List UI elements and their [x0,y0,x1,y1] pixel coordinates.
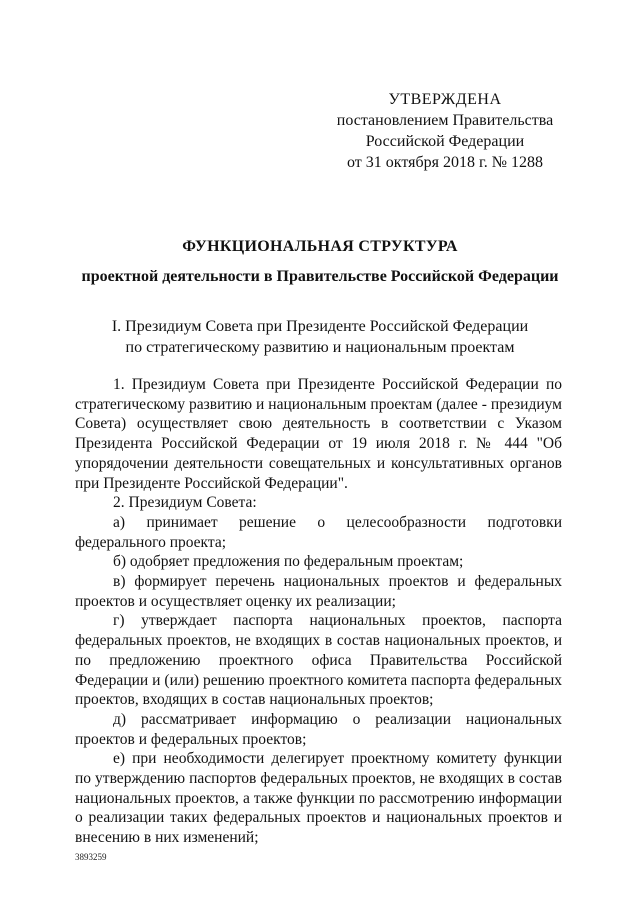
section-heading [80,316,560,358]
document-code: 3893259 [75,852,107,862]
paragraph-1: 1. Президиум Совета при Президенте Российской Федерации по стратегическому развитию и национальным проектам (далее - президиум Совета) осуществляет свою деятельность в соответствии с Указом Президента Российской Федерации от 19 июля 2018 г. № 444 "Об упорядочении деятельности совещательных и консультативных органов при Президенте Российской Федерации". [75,376,562,492]
item-g: г) утверждает паспорта национальных проектов, паспорта федеральных проектов, не входящих в состав национальных проектов, и по предложению проектного офиса Правительства Российской Федерации и (или) решению проектного комитета паспорта федеральных проектов, входящих в состав национальных проектов; [75,612,562,709]
document-body [75,375,562,848]
approval-block [330,89,560,173]
item-a: а) принимает решение о целесообразности подготовки федерального проекта; [75,513,562,551]
document-title-main: ФУНКЦИОНАЛЬНАЯ СТРУКТУРА [182,238,458,255]
document-title-sub: проектной деятельности в Правительстве Российской Федерации [81,268,559,285]
approval-title: УТВЕРЖДЕНА [388,91,502,108]
document-title [60,237,580,287]
section-heading-line-2: по стратегическому развитию и национальным проектам [125,339,515,356]
approval-line-1: постановлением Правительства [336,112,554,129]
item-v: в) формирует перечень национальных проектов и федеральных проектов и осуществляет оценку их реализации; [75,573,562,610]
section-heading-line-1: I. Президиум Совета при Президенте Российской Федерации [111,318,529,335]
approval-line-3: от 31 октября 2018 г. № 1288 [346,154,543,171]
item-b: б) одобряет предложения по федеральным проектам; [113,553,464,571]
paragraph-2: 2. Президиум Совета: [113,494,257,512]
item-e: е) при необходимости делегирует проектному комитету функции по утверждению паспортов федеральных проектов, не входящих в состав национальных проектов, а также функции по рассмотрению информации о реализации таких федеральных проектов и национальных проектов и внесению в них изменений; [75,750,562,847]
item-d: д) рассматривает информацию о реализации национальных проектов и федеральных проектов; [75,710,562,748]
approval-line-2: Российской Федерации [365,133,525,150]
